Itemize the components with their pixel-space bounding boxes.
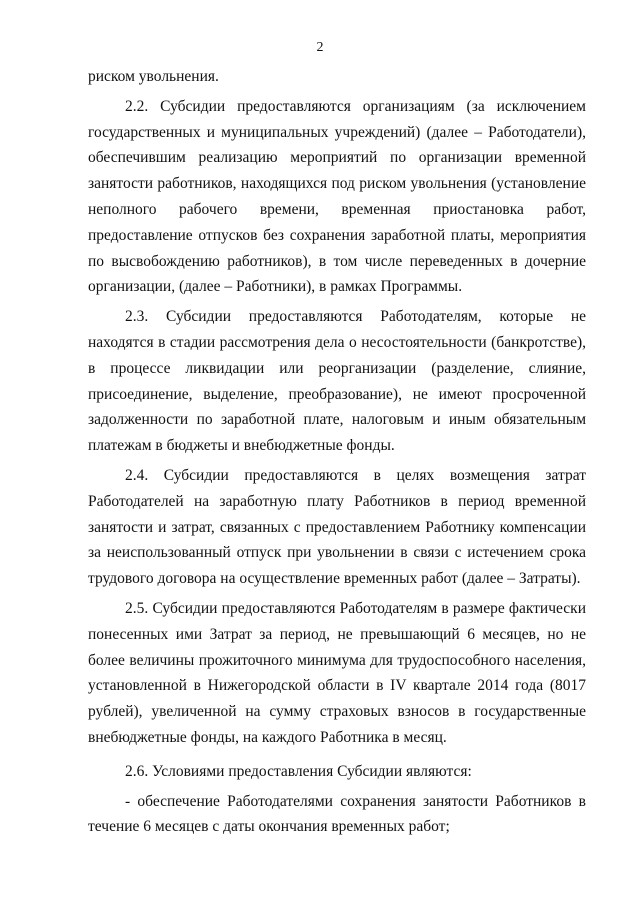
paragraph-2-2: 2.2. Субсидии предоставляются организациям (за исключением государственных и муниципальных учреждений) (далее – Работодатели), обеспечившим реализацию мероприятий по организации временной занятости работников, находящихся под риском увольнения (установление неполного рабочего времени, временная приостановка работ, предоставление отпусков без сохранения заработной платы, мероприятия по высвобождению работников), в том числе переведенных в дочерние организации, (далее – Работники), в рамках Программы. — [88, 97, 586, 296]
document-body — [88, 64, 586, 840]
paragraph-continuation: риском увольнения. — [88, 68, 219, 85]
page-number: 2 — [316, 40, 324, 55]
list-item-condition: - обеспечение Работодателями сохранения занятости Работников в течение 6 месяцев с даты окончания временных работ; — [88, 792, 586, 836]
paragraph-2-6: 2.6. Условиями предоставления Субсидии являются: — [125, 762, 472, 780]
paragraph-2-5: 2.5. Субсидии предоставляются Работодателям в размере фактически понесенных ими Затрат за период, не превышающий 6 месяцев, но не более величины прожиточного минимума для трудоспособного населения, установленной в Нижегородской области в IV квартале 2014 года (8017 рублей), увеличенной на сумму страховых взносов в государственные внебюджетные фонды, на каждого Работника в месяц. — [88, 599, 586, 746]
paragraph-2-4: 2.4. Субсидии предоставляются в целях возмещения затрат Работодателей на заработную плату Работников в период временной занятости и затрат, связанных с предоставлением Работнику компенсации за неиспользованный отпуск при увольнении в связи с истечением срока трудового договора на осуществление временных работ (далее – Затраты). — [88, 466, 586, 588]
paragraph-2-3: 2.3. Субсидии предоставляются Работодателям, которые не находятся в стадии рассмотрения дела о несостоятельности (банкротстве), в процессе ликвидации или реорганизации (разделение, слияние, присоединение, выделение, преобразование), не имеют просроченной задолженности по заработной плате, налоговым и иным обязательным платежам в бюджеты и внебюджетные фонды. — [88, 308, 586, 455]
